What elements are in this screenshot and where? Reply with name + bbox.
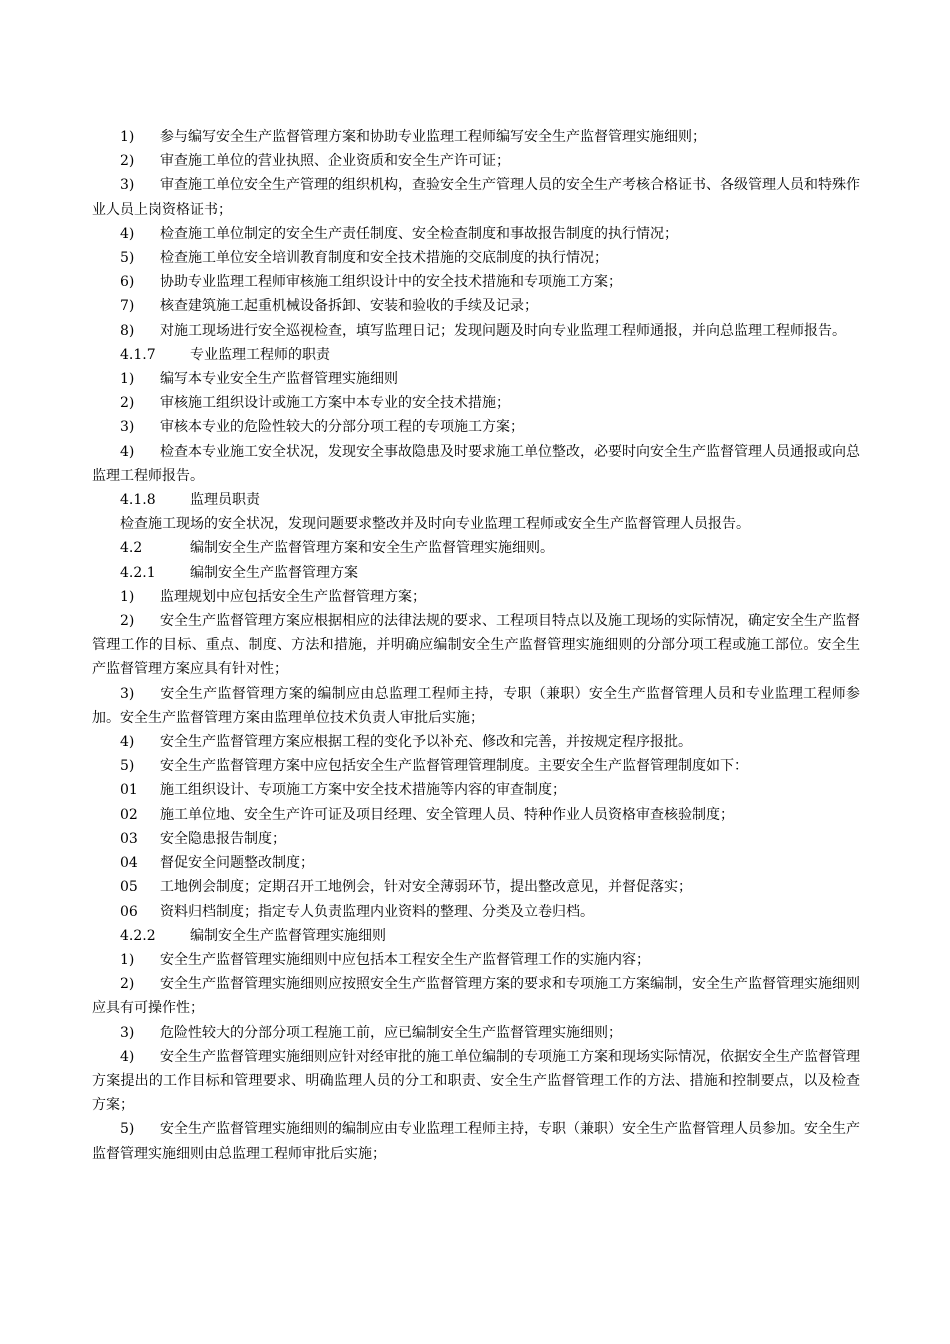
list-item [92, 222, 860, 246]
section-title: 专业监理工程师的职责 [190, 346, 330, 363]
item-number: 04 [120, 855, 138, 872]
item-text: 参与编写安全生产监督管理方案和协助专业监理工程师编写安全生产监督管理实施细则； [160, 129, 706, 145]
item-text: 资料归档制度；指定专人负责监理内业资料的整理、分类及立卷归档。 [160, 903, 594, 920]
item-number: 7) [120, 298, 135, 315]
item-text: 施工组织设计、专项施工方案中安全技术措施等内容的审查制度； [160, 782, 566, 799]
list-item [92, 803, 860, 827]
body-paragraph [92, 512, 860, 536]
list-item [92, 246, 860, 270]
section-title: 编制安全生产监督管理方案 [190, 564, 358, 581]
list-item [92, 415, 860, 439]
item-text: 审核施工组织设计或施工方案中本专业的安全技术措施； [160, 395, 510, 412]
item-number: 4) [120, 1048, 135, 1065]
list-item [92, 270, 860, 294]
list-item [92, 875, 860, 899]
list-item [92, 1021, 860, 1045]
item-number: 1) [120, 951, 135, 968]
list-item [92, 1045, 860, 1118]
list-item [92, 1117, 860, 1165]
list-item [92, 730, 860, 754]
list-item [92, 972, 860, 1020]
item-text: 检查施工单位安全培训教育制度和安全技术措施的交底制度的执行情况； [160, 250, 608, 267]
list-item [92, 682, 860, 730]
item-number: 3) [120, 1024, 135, 1041]
item-number: 1) [120, 371, 135, 388]
item-text: 监理规划中应包括安全生产监督管理方案； [160, 588, 426, 605]
item-text: 检查施工现场的安全状况，发现问题要求整改并及时向专业监理工程师或安全生产监督管理人员报告。 [120, 516, 750, 533]
section-heading [92, 343, 860, 367]
item-number: 1) [120, 129, 135, 145]
item-number: 3) [120, 177, 135, 194]
list-item [92, 125, 860, 149]
list-item [92, 440, 860, 488]
section-heading [92, 536, 860, 560]
item-text: 协助专业监理工程师审核施工组织设计中的安全技术措施和专项施工方案； [160, 274, 622, 291]
list-item [92, 609, 860, 682]
list-item [92, 173, 860, 221]
section-title: 监理员职责 [190, 492, 260, 509]
list-item [92, 319, 860, 343]
item-text: 检查施工单位制定的安全生产责任制度、安全检查制度和事故报告制度的执行情况； [160, 225, 678, 242]
item-text: 督促安全问题整改制度； [160, 855, 314, 872]
section-heading [92, 924, 860, 948]
item-number: 2) [120, 395, 135, 412]
item-number: 1) [120, 588, 135, 605]
item-number: 2) [120, 613, 135, 630]
section-heading [92, 561, 860, 585]
section-number: 4.1.7 [120, 346, 156, 363]
item-number: 4) [120, 734, 135, 751]
item-text: 安全隐患报告制度； [160, 830, 286, 847]
section-title: 编制安全生产监督管理方案和安全生产监督管理实施细则。 [190, 540, 554, 557]
item-text: 审查施工单位的营业执照、企业资质和安全生产许可证； [160, 153, 510, 170]
item-text: 安全生产监督管理实施细则中应包括本工程安全生产监督管理工作的实施内容； [160, 951, 650, 968]
list-item [92, 778, 860, 802]
item-number: 5) [120, 1121, 135, 1138]
item-text: 核查建筑施工起重机械设备拆卸、安装和验收的手续及记录； [160, 298, 538, 315]
list-item [92, 851, 860, 875]
item-number: 5) [120, 250, 135, 267]
item-number: 03 [120, 830, 138, 847]
section-number: 4.1.8 [120, 492, 156, 509]
list-item [92, 900, 860, 924]
list-item [92, 367, 860, 391]
item-number: 4) [120, 443, 135, 460]
list-item [92, 294, 860, 318]
list-item [92, 585, 860, 609]
document-body [92, 125, 860, 1166]
list-item [92, 754, 860, 778]
section-title: 编制安全生产监督管理实施细则 [190, 927, 386, 944]
item-text: 安全生产监督管理实施细则应按照安全生产监督管理方案的要求和专项施工方案编制，安全生产监督管理实施细则应具有可操作性； [92, 976, 860, 1017]
section-number: 4.2.1 [120, 564, 156, 581]
item-text: 工地例会制度；定期召开工地例会，针对安全薄弱环节，提出整改意见，并督促落实； [160, 879, 692, 896]
item-text: 安全生产监督管理实施细则的编制应由专业监理工程师主持，专职（兼职）安全生产监督管理人员参加。安全生产监督管理实施细则由总监理工程师审批后实施； [92, 1121, 860, 1162]
section-number: 4.2 [120, 540, 143, 557]
item-number: 05 [120, 879, 138, 896]
item-text: 安全生产监督管理方案中应包括安全生产监督管理管理制度。主要安全生产监督管理制度如下： [160, 758, 748, 775]
list-item [92, 827, 860, 851]
item-number: 3) [120, 685, 135, 702]
list-item [92, 149, 860, 173]
section-heading [92, 488, 860, 512]
item-number: 6) [120, 274, 135, 291]
item-text: 危险性较大的分部分项工程施工前，应已编制安全生产监督管理实施细则； [160, 1024, 622, 1041]
item-number: 2) [120, 976, 135, 993]
item-text: 对施工现场进行安全巡视检查，填写监理日记；发现问题及时向专业监理工程师通报，并向总监理工程师报告。 [160, 322, 846, 339]
item-number: 06 [120, 903, 138, 920]
section-number: 4.2.2 [120, 927, 156, 944]
item-text: 编写本专业安全生产监督管理实施细则 [160, 371, 398, 388]
item-number: 5) [120, 758, 135, 775]
item-text: 施工单位地、安全生产许可证及项目经理、安全管理人员、特种作业人员资格审查核验制度； [160, 806, 734, 823]
item-number: 2) [120, 153, 135, 170]
item-text: 检查本专业施工安全状况，发现安全事故隐患及时要求施工单位整改，必要时向安全生产监督管理人员通报或向总监理工程师报告。 [92, 443, 860, 484]
list-item [92, 391, 860, 415]
item-number: 3) [120, 419, 135, 436]
item-text: 审核本专业的危险性较大的分部分项工程的专项施工方案； [160, 419, 524, 436]
item-number: 4) [120, 225, 135, 242]
item-text: 安全生产监督管理实施细则应针对经审批的施工单位编制的专项施工方案和现场实际情况，依据安全生产监督管理方案提出的工作目标和管理要求、明确监理人员的分工和职责、安全生产监督管理工作的方法、措施和控制要点，以及检查方案； [92, 1048, 860, 1114]
list-item [92, 948, 860, 972]
item-number: 02 [120, 806, 138, 823]
item-text: 安全生产监督管理方案的编制应由总监理工程师主持，专职（兼职）安全生产监督管理人员和专业监理工程师参加。安全生产监督管理方案由监理单位技术负责人审批后实施； [92, 685, 860, 726]
item-number: 01 [120, 782, 138, 799]
item-text: 审查施工单位安全生产管理的组织机构，查验安全生产管理人员的安全生产考核合格证书、各级管理人员和特殊作业人员上岗资格证书； [92, 177, 860, 218]
item-number: 8) [120, 322, 135, 339]
item-text: 安全生产监督管理方案应根据工程的变化予以补充、修改和完善，并按规定程序报批。 [160, 734, 692, 751]
item-text: 安全生产监督管理方案应根据相应的法律法规的要求、工程项目特点以及施工现场的实际情况，确定安全生产监督管理工作的目标、重点、制度、方法和措施，并明确应编制安全生产监督管理实施细则的分部分项工程或施工部位。安全生产监督管理方案应具有针对性； [92, 613, 860, 678]
